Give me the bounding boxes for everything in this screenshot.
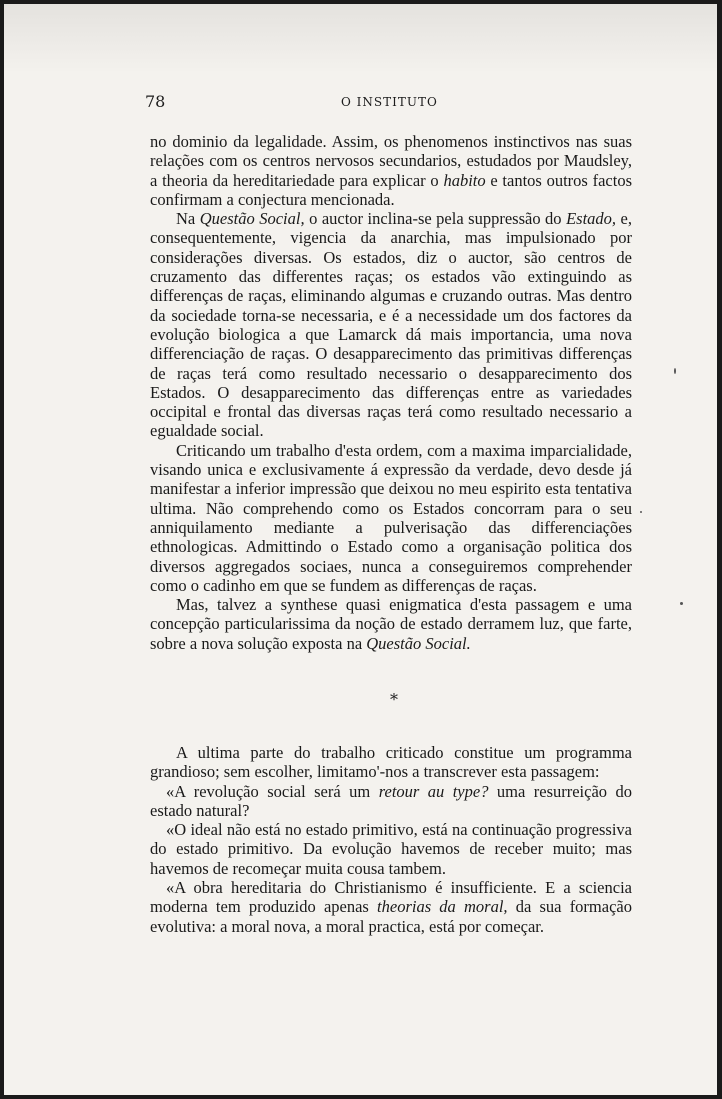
document-page	[4, 4, 717, 1095]
text-run: uma resurreição do estado natural?	[150, 781, 632, 820]
text-run: «A revolução social será um	[166, 781, 379, 801]
paragraph-3: Criticando um trabalho d'esta ordem, com a maxima imparcialidade, visando unica e exclusivamente á expressão da verdade, devo desde já manifestar a inferior impressão que deixou no meu espirito esta tentativa ultima. Não comprehendo como os Estados concorram para o seu anniquilamento mediante a pulverisação das differenciações ethnologicas. Admittindo o Estado como a organisação politica dos diversos aggregados sociaes, nunca a conseguiremos comprehender como o cadinho em que se fundem as differenças de raças.	[150, 440, 632, 595]
text-run: Mas, talvez a synthese quasi enigmatica d'esta passagem e uma concepção particularissima da noção de estado derramem luz, que farte, sobre a nova solução exposta na	[150, 595, 632, 653]
page-header	[145, 92, 665, 116]
page-number: 78	[145, 92, 166, 111]
scan-speck	[640, 511, 642, 513]
text-run: da sua formação evolutiva: a moral nova, a moral practica, está por começar.	[150, 897, 632, 936]
quote-1	[150, 782, 632, 821]
scan-speck	[680, 602, 683, 605]
italic-text: retour au type?	[378, 781, 489, 801]
paragraph-5: A ultima parte do trabalho criticado constitue um programma grandioso; sem escolher, limitamo'-nos a transcrever esta passagem:	[150, 743, 632, 782]
italic-text: Estado,	[566, 209, 617, 229]
quote-2: «O ideal não está no estado primitivo, está na continuação progressiva do estado primitivo. Da evolução havemos de receber muito; mas havemos de recomeçar muita cousa tambem.	[150, 820, 632, 878]
paragraph-2	[150, 209, 632, 441]
italic-text: theorias da moral,	[377, 897, 508, 917]
running-title: O INSTITUTO	[341, 95, 438, 109]
scan-shading	[4, 4, 717, 74]
text-run: «A obra hereditaria do Christianismo é insufficiente. E a sciencia moderna tem produzido apenas	[150, 878, 632, 917]
quote-3	[150, 878, 632, 936]
text-run: no dominio da legalidade. Assim, os phenomenos instinctivos nas suas relações com os centros nervosos secundarios, estudados por Maudsley, a theoria da hereditariedade para explicar o	[150, 132, 632, 190]
text-run: e, consequentemente, vigencia da anarchia, mas impulsionado por considerações diversas. Os estados, diz o auctor, são centros de cruzamento das differentes raças; os estados vão extinguindo as differenças de raças, eliminando algumas e cruzando outras. Mas dentro da sociedade torna-se necessaria, e é a necessidade um dos factores da evolução biologica a que Lamarck dá mais importancia, uma nova differenciação de raças. O desapparecimento das primitivas differenças de raças terá como resultado necessario o desapparecimento dos Estados. O desapparecimento das differenças entre as variedades occipital e frontal das diversas raças terá como resultado necessario a egualdade social.	[150, 209, 632, 441]
text-run: Na	[176, 209, 200, 229]
italic-text: Questão Social,	[199, 209, 305, 229]
paragraph-4	[150, 595, 632, 653]
text-run: o auctor inclina-se pela suppressão do	[304, 209, 567, 229]
italic-text: habito	[443, 170, 486, 190]
section-asterism: *	[390, 690, 398, 709]
body-text-bottom	[150, 743, 632, 936]
text-run: e tantos outros factos confirmam a conjectura mencionada.	[150, 170, 632, 209]
scan-speck	[674, 368, 676, 374]
body-text-top	[150, 132, 632, 653]
italic-text: Questão Social.	[366, 633, 471, 653]
paragraph-1	[150, 132, 632, 209]
